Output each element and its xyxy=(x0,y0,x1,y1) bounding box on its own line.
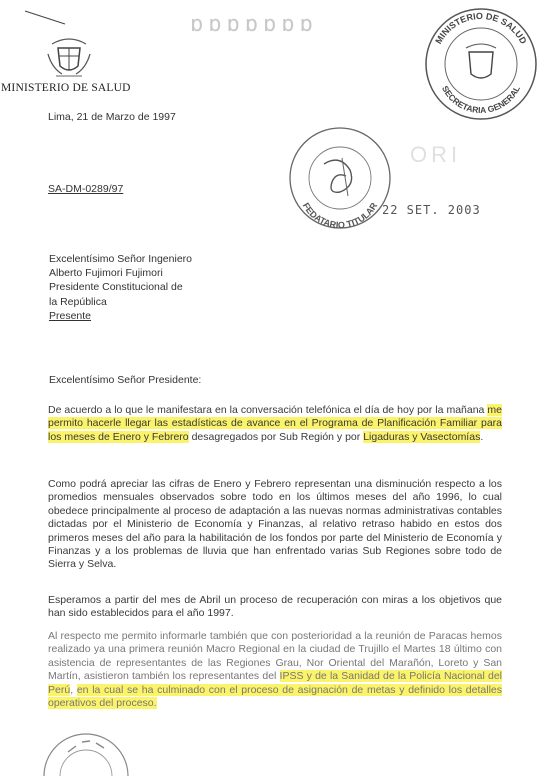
faint-stamp-text: ORI xyxy=(410,142,462,167)
paragraph-text: , xyxy=(70,683,77,696)
received-date-stamp: 22 SET. 2003 xyxy=(382,203,481,217)
recipient-line: Excelentísimo Señor Ingeniero xyxy=(49,253,192,265)
recipient-line: la República xyxy=(49,295,107,308)
seal-inner-text: SECRETARIA GENERAL xyxy=(439,84,523,116)
recipient-block xyxy=(49,252,192,323)
salutation: Excelentísimo Señor Presidente: xyxy=(49,374,202,386)
highlighted-text: en la cual se ha culminado con el proceso de asignación de metas y definido los detalles operativos del proceso. xyxy=(48,683,502,710)
ministry-name: MINISTERIO DE SALUD xyxy=(1,82,131,94)
paragraph-3: Esperamos a partir del mes de Abril un proceso de recuperación con miras a los objetivos que han sido establecidos para el año 1997. xyxy=(48,594,502,620)
paragraph-text: . xyxy=(480,430,484,443)
recipient-line: Alberto Fujimori Fujimori xyxy=(49,267,163,280)
paragraph-text: Al respecto me permito informarle también que con posterioridad a la reunión de Paracas hemos realizado ya una primera reunión Macro Regional en la ciudad de Trujillo el Martes 18 último con asistencia de representantes de las Regiones Grau, Nor Oriental del Marañón, Loreto y San Martín, asistieron también los representantes del xyxy=(48,630,502,683)
fedatario-text: FEDATARIO TITULAR xyxy=(300,200,380,231)
paragraph-text: De acuerdo a lo que le manifestara en la conversación telefónica el día de hoy por la mañana xyxy=(48,404,488,416)
svg-text:FEDATARIO TITULAR xyxy=(301,201,380,231)
recipient-closing: Presente xyxy=(49,309,92,322)
highlighted-text: me permito hacerle llegar las estadísticas de avance en el Programa de Planificación Familiar para los meses de Enero y Febrero xyxy=(48,404,502,443)
paragraph-1 xyxy=(48,404,502,444)
paragraph-2: Como podrá apreciar las cifras de Enero y Febrero representan una disminución respecto a los promedios mensuales observados sobre todo en los últimos meses del año 1996, lo cual obedece principalmente al proceso de adaptación a las nuevas normas administrativas contables dictadas por el Ministerio de Economía y Finanzas, al relativo retraso habido en estos dos primeros meses del año para la habilitación de los fondos por parte del Ministerio de Economía y Finanzas y a los problemas de lluvia que han enfrentado varias Sub Regiones sobre todo de Sierra y Selva. xyxy=(48,478,502,571)
reference-number: SA-DM-0289/97 xyxy=(48,183,124,195)
date-line: Lima, 21 de Marzo de 1997 xyxy=(48,111,176,123)
ministry-seal-stamp xyxy=(420,4,542,122)
highlighted-text: Ligaduras y Vasectomías xyxy=(363,430,481,443)
seal-outer-text: MINISTERIO DE SALUD xyxy=(433,10,529,46)
pen-stroke xyxy=(25,11,65,25)
fedatario-stamp xyxy=(284,124,396,232)
recipient-line: Presidente Constitucional de xyxy=(49,281,183,294)
header-stamp-mark: ɒɒɒɒɒɒɒ xyxy=(190,12,318,37)
paragraph-4 xyxy=(48,630,502,710)
highlighted-text: IPSS y de la Sanidad de la Policía Nacional del Perú xyxy=(48,670,502,696)
paragraph-text: desagregados por Sub Región y por xyxy=(188,430,364,443)
national-crest-icon xyxy=(44,34,94,82)
